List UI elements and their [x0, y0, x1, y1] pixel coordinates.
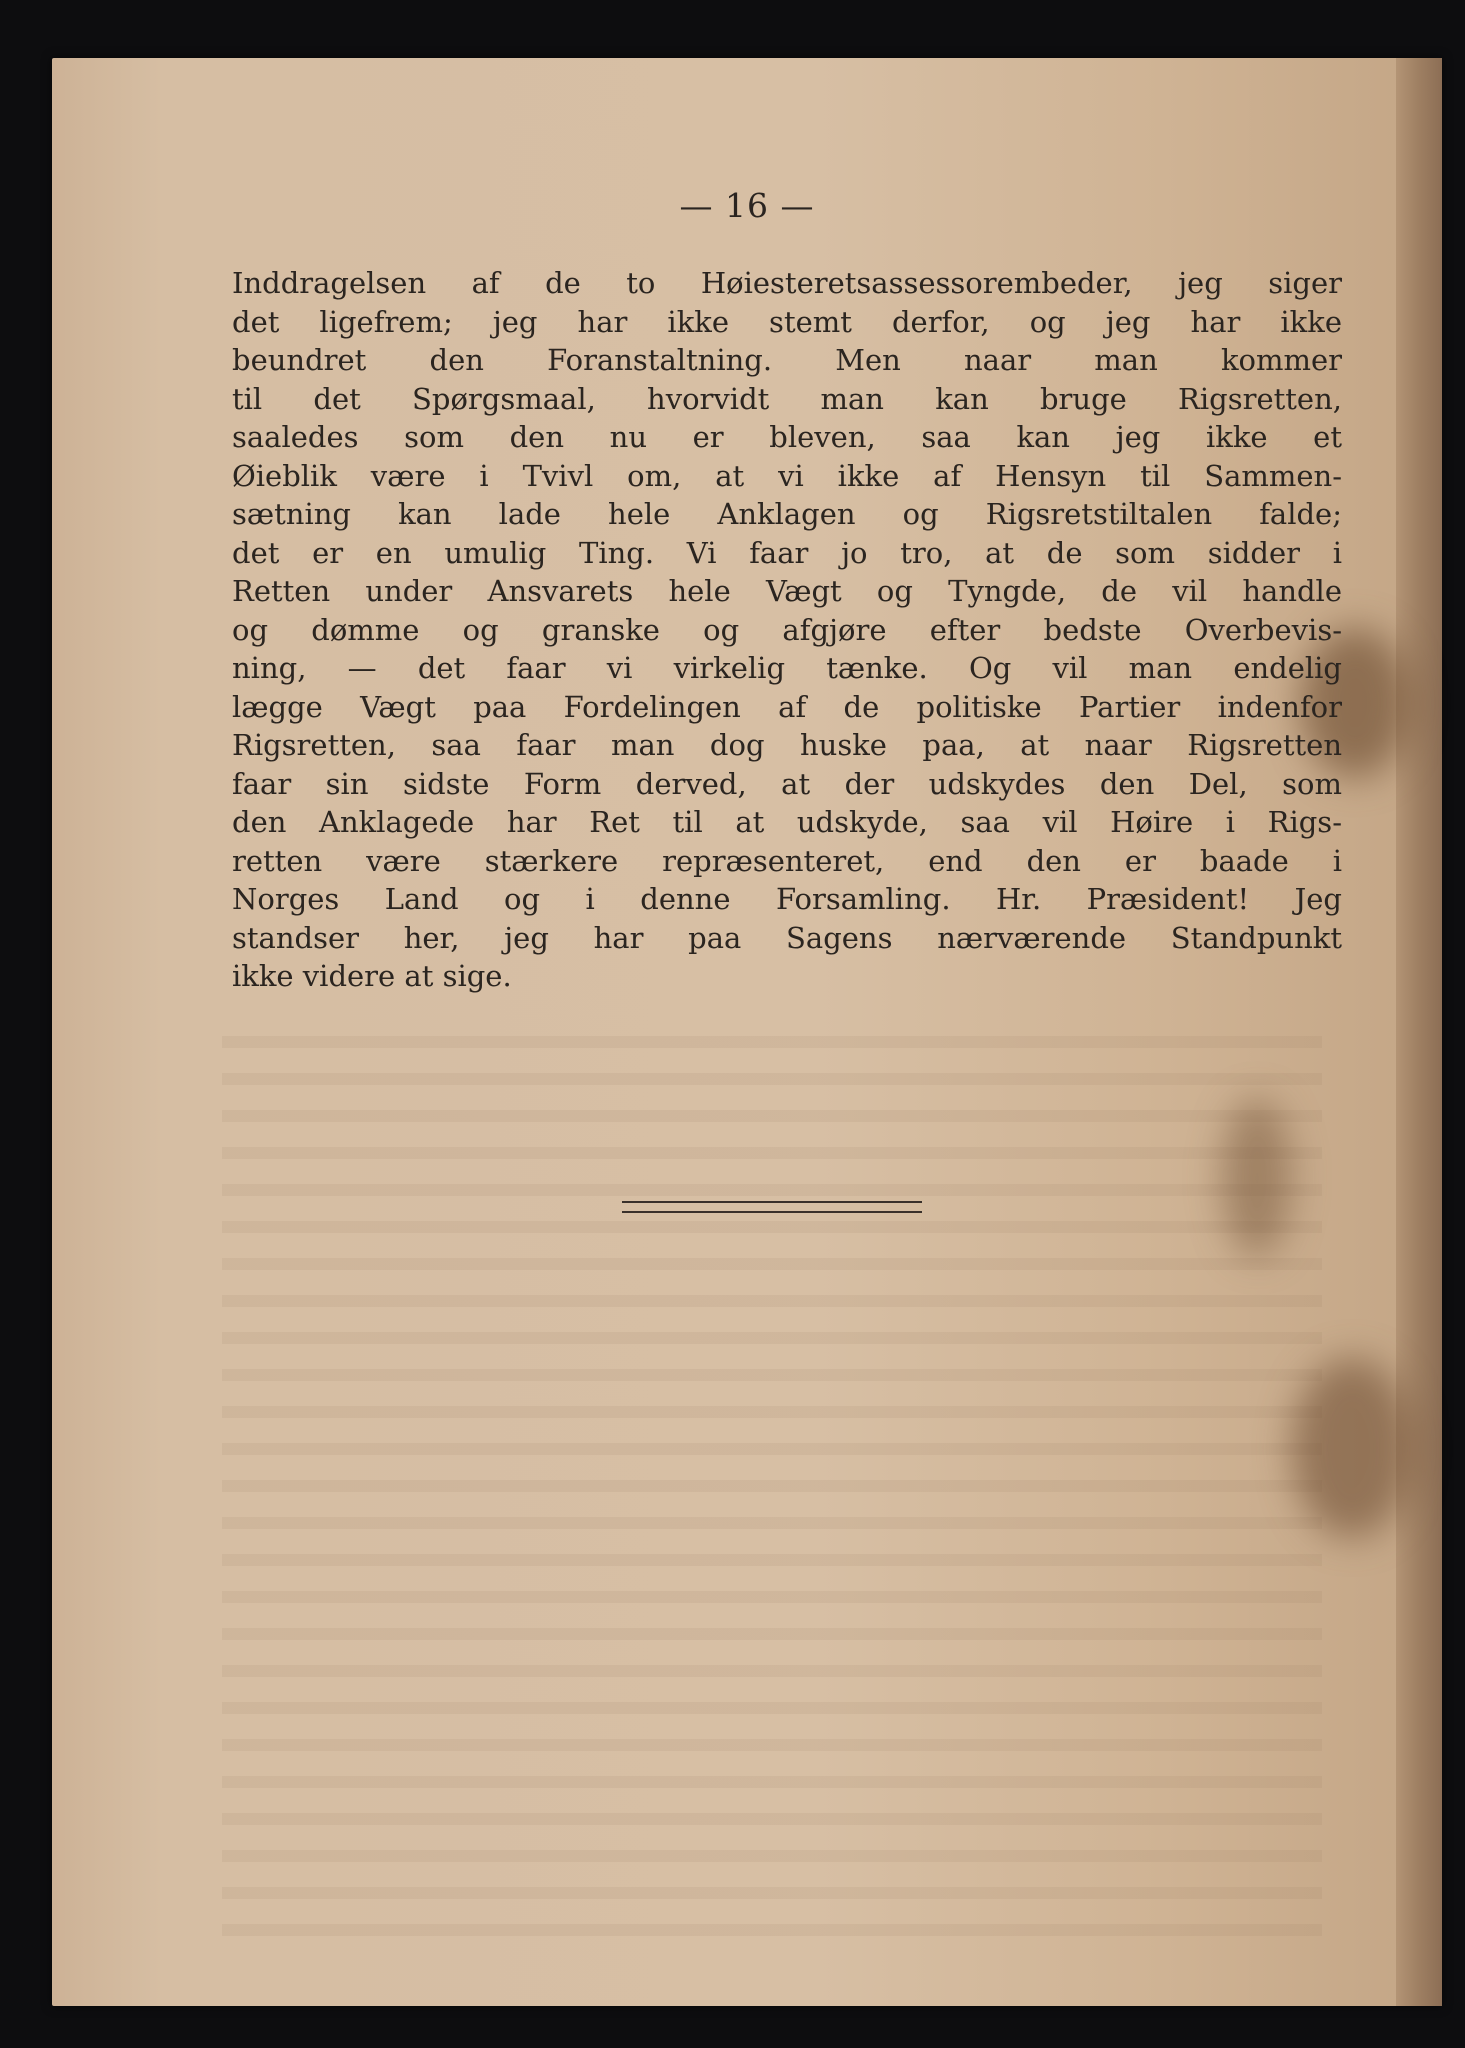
text-line: det ligefrem; jeg har ikke stemt derfor, og jeg har ikke: [232, 304, 1342, 339]
text-line: Inddragelsen af de to Høiesteretsassessorembeder, jeg siger: [232, 266, 1342, 300]
text-line: Rigsretten, saa faar man dog huske paa, at naar Rigsretten: [232, 728, 1342, 762]
text-line: Øieblik være i Tvivl om, at vi ikke af Hensyn til Sammen-: [232, 458, 1342, 493]
text-line: faar sin sidste Form derved, at der udskydes den Del, som: [232, 766, 1342, 801]
text-line: sætning kan lade hele Anklagen og Rigsretstiltalen falde;: [232, 497, 1342, 531]
text-line: lægge Vægt paa Fordelingen af de politiske Partier indenfor: [232, 689, 1342, 724]
stain: [1292, 1358, 1412, 1538]
text-line: ikke videre at sige.: [232, 959, 512, 993]
text-line: Norges Land og i denne Forsamling. Hr. Præsident! Jeg: [232, 882, 1342, 916]
text-line: saaledes som den nu er bleven, saa kan jeg ikke et: [232, 420, 1342, 454]
text-line: Retten under Ansvarets hele Vægt og Tyngde, de vil handle: [232, 574, 1342, 608]
text-line: ning, — det faar vi virkelig tænke. Og vil man endelig: [232, 651, 1342, 685]
page-edge: [1396, 58, 1442, 2006]
text-line: og dømme og granske og afgjøre efter bedste Overbevis-: [232, 612, 1342, 647]
text-line: beundret den Foranstaltning. Men naar man kommer: [232, 343, 1342, 377]
text-line: retten være stærkere repræsenteret, end den er baade i: [232, 843, 1342, 878]
body-text: [232, 264, 1342, 996]
document-page: [52, 58, 1442, 2006]
text-line: den Anklagede har Ret til at udskyde, saa vil Høire i Rigs-: [232, 805, 1342, 839]
stain: [1222, 1098, 1292, 1258]
text-line: det er en umulig Ting. Vi faar jo tro, at de som sidder i: [232, 535, 1342, 570]
text-line: standser her, jeg har paa Sagens nærværende Standpunkt: [232, 920, 1342, 955]
text-line: til det Spørgsmaal, hvorvidt man kan bruge Rigsretten,: [232, 381, 1342, 416]
show-through-text: [222, 1018, 1322, 1948]
section-divider: [622, 1201, 922, 1213]
page-number: — 16 —: [679, 186, 815, 225]
